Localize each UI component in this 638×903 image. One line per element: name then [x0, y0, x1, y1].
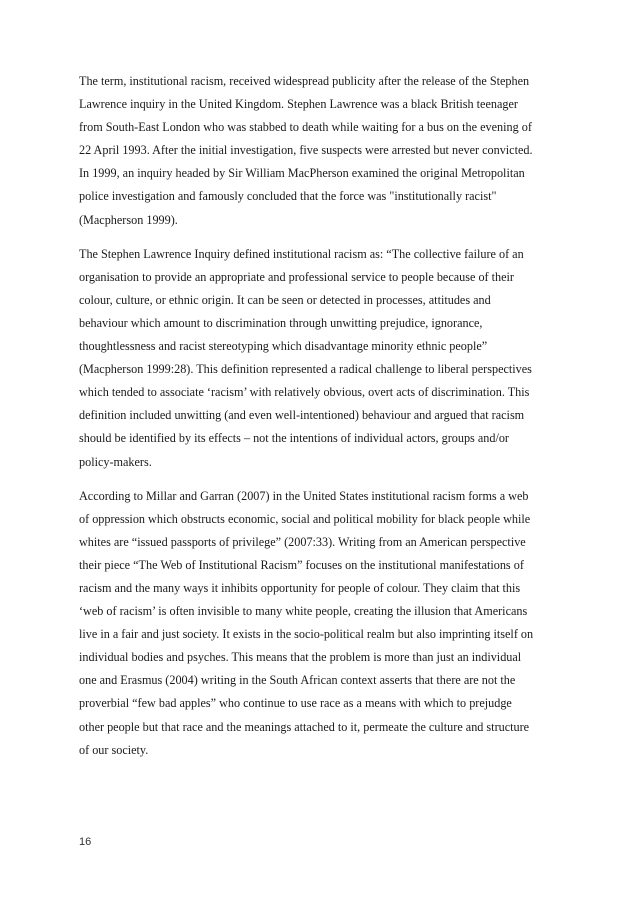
- paragraph-stephen-lawrence: [79, 70, 567, 232]
- text-line: live in a fair and just society. It exists in the socio-political realm but also imprinting itself on: [79, 627, 534, 642]
- text-line: other people but that race and the meanings attached to it, permeate the culture and structure: [79, 719, 530, 734]
- text-line: individual bodies and psyches. This means that the problem is more than just an individual: [79, 650, 522, 665]
- text-line: The term, institutional racism, received widespread publicity after the release of the Stephen: [79, 74, 530, 88]
- text-line: policy-makers.: [79, 454, 152, 469]
- text-line: (Macpherson 1999:28). This definition represented a radical challenge to liberal perspectives: [79, 362, 532, 377]
- text-line: whites are “issued passports of privilege” (2007:33). Writing from an American perspective: [79, 534, 526, 549]
- text-line: In 1999, an inquiry headed by Sir William MacPherson examined the original Metropolitan: [79, 166, 525, 181]
- text-line: According to Millar and Garran (2007) in the United States institutional racism forms a web: [79, 488, 529, 503]
- text-line: ‘web of racism’ is often invisible to many white people, creating the illusion that Americans: [79, 604, 528, 619]
- text-line: one and Erasmus (2004) writing in the South African context asserts that there are not the: [79, 673, 516, 688]
- text-line: (Macpherson 1999).: [79, 212, 178, 227]
- text-line: which tended to associate ‘racism’ with relatively obvious, overt acts of discrimination. This: [79, 385, 530, 400]
- text-line: their piece “The Web of Institutional Racism” focuses on the institutional manifestations of: [79, 557, 524, 572]
- text-line: Lawrence inquiry in the United Kingdom. Stephen Lawrence was a black British teenager: [79, 97, 518, 112]
- text-line: of our society.: [79, 742, 149, 757]
- page-number: 16: [79, 836, 92, 848]
- text-line: definition included unwitting (and even well-intentioned) behaviour and argued that racism: [79, 408, 525, 423]
- text-line: proverbial “few bad apples” who continue to use race as a means with which to prejudge: [79, 696, 512, 711]
- text-line: colour, culture, or ethnic origin. It can be seen or detected in processes, attitudes and: [79, 292, 491, 307]
- body-text: [79, 70, 567, 773]
- text-line: racism and the many ways it inhibits opportunity for people of colour. They claim that this: [79, 580, 521, 595]
- text-line: 22 April 1993. After the initial investigation, five suspects were arrested but never convicted.: [79, 143, 533, 158]
- text-line: behaviour which amount to discrimination through unwitting prejudice, ignorance,: [79, 315, 483, 330]
- text-line: police investigation and famously concluded that the force was "institutionally racist": [79, 189, 497, 204]
- text-line: should be identified by its effects – not the intentions of individual actors, groups and/or: [79, 431, 509, 446]
- text-line: thoughtlessness and racist stereotyping which disadvantage minority ethnic people”: [79, 339, 488, 354]
- text-line: of oppression which obstructs economic, social and political mobility for black people while: [79, 511, 531, 526]
- paragraph-inquiry-definition: [79, 243, 567, 474]
- text-line: from South-East London who was stabbed to death while waiting for a bus on the evening of: [79, 120, 532, 135]
- text-line: organisation to provide an appropriate and professional service to people because of their: [79, 269, 514, 284]
- text-line: The Stephen Lawrence Inquiry defined institutional racism as: “The collective failure of an: [79, 246, 524, 261]
- paragraph-web-of-racism: [79, 485, 567, 762]
